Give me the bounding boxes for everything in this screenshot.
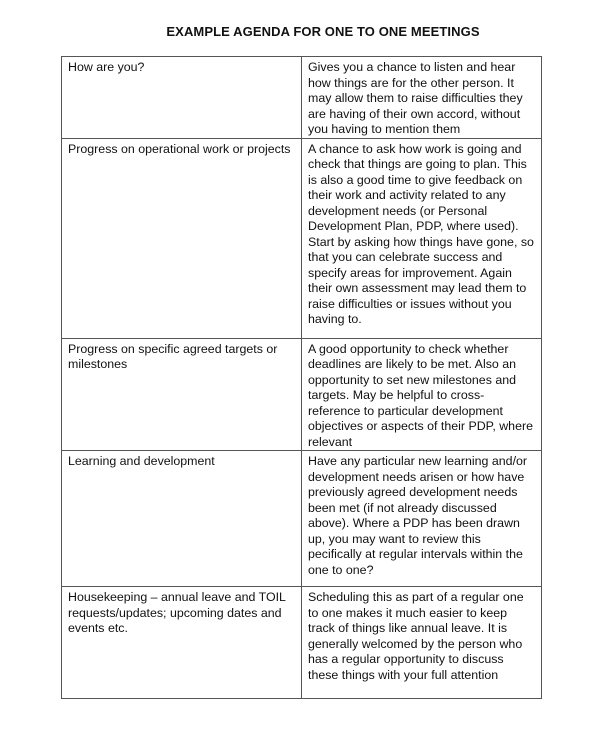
agenda-table xyxy=(61,56,542,699)
table-row xyxy=(62,138,542,338)
description-cell xyxy=(302,57,542,139)
table-row xyxy=(62,338,542,451)
page-title: EXAMPLE AGENDA FOR ONE TO ONE MEETINGS xyxy=(166,24,480,39)
description-cell xyxy=(302,587,542,699)
topic-cell xyxy=(62,451,302,587)
table-row xyxy=(62,451,542,587)
topic-text: Housekeeping – annual leave and TOIL requests/updates; upcoming dates and events etc. xyxy=(68,590,286,635)
topic-cell xyxy=(62,587,302,699)
description-text: A chance to ask how work is going and check that things are going to plan. This is also a good time to give feedback on their work and activity related to any development needs (or Personal Development Plan, PDP, where used). Start by asking how things have gone, so that you can celebrate success and specify areas for improvement. Again their own assessment may lead them to raise difficulties or issues without you having to. xyxy=(308,141,534,326)
description-text: Scheduling this as part of a regular one to one makes it much easier to keep track of things like annual leave. It is generally welcomed by the person who has a regular opportunity to discuss these things with your full attention xyxy=(308,590,524,682)
description-text: Have any particular new learning and/or development needs arisen or how have previously agreed development needs been met (if not already discussed above). Where a PDP has been drawn up, you may want to review this pecifically at regular intervals within the one to one? xyxy=(308,454,528,577)
topic-cell xyxy=(62,338,302,451)
topic-text: Progress on specific agreed targets or milestones xyxy=(68,341,278,371)
table-row xyxy=(62,587,542,699)
description-cell xyxy=(302,138,542,338)
topic-cell xyxy=(62,57,302,139)
description-text: A good opportunity to check whether deadlines are likely to be met. Also an opportunity to set new milestones and targets. May be helpful to cross-reference to particular development objectives or aspects of their PDP, where relevant xyxy=(308,341,533,449)
topic-text: Progress on operational work or projects xyxy=(68,141,291,156)
description-text: Gives you a chance to listen and hear how things are for the other person. It may allow them to raise difficulties they are having of their own accord, without you having to mention them xyxy=(308,60,523,136)
topic-text: How are you? xyxy=(68,60,145,74)
description-cell xyxy=(302,451,542,587)
topic-text: Learning and development xyxy=(68,454,215,468)
table-row xyxy=(62,57,542,139)
description-cell xyxy=(302,338,542,451)
topic-cell xyxy=(62,138,302,338)
